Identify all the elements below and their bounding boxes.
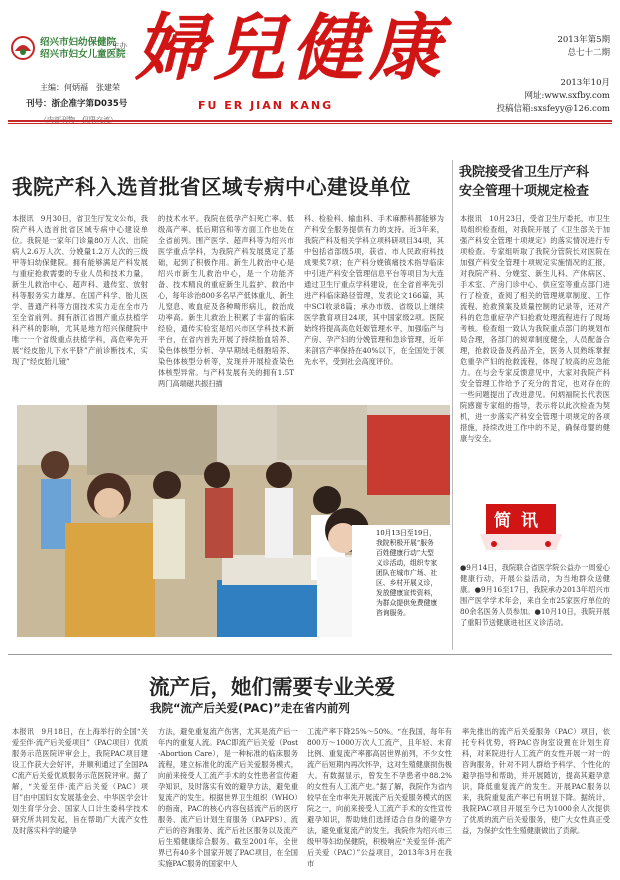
- issue-number: 2013年第5期: [557, 35, 610, 45]
- article1-headline: 我院产科入选首批省区域专病中心建设单位: [12, 175, 411, 199]
- org-name-line1: 绍兴市妇幼保健院: [40, 37, 117, 48]
- article3-col4: 率先推出的流产后关爱服务（PAC）项目，依托专科优势，将PAC咨询室设置在计划生育科，对来院进行人工流产的女性开展一对一的咨询服务，针对不同人群给予科学、个性化的避孕指导和帮助，并开展随访，提高其避孕意识，降低重复流产的发生。开展PAC服务以来，我院重复流产率已有明显下降。据统计，我院PAC项目开展至今已为1000余人次提供了优质的流产后关爱服务，使广大女性真正受益，为保护女性生殖健康做出了贡献。: [462, 727, 610, 835]
- issue-total: 总七十二期: [567, 48, 610, 58]
- editors-line: 主编：何炳福 张建荣: [40, 83, 120, 92]
- article2-headline-line1: 我院接受省卫生厅产科: [459, 165, 590, 180]
- article1-col3: 科、检验科、输血科、手术麻醉科都能够为产科安全服务提供有力的支持。近3年来，我院产科及相关学科立项科研项目34项，其中包括省部级5项，获省、市人民政府科技成果奖7项；在产科分娩镇痛技术指导临床中引进产科安全管理信息平台等项目为大连通过卫生厅重点学科建设，在全省首率先引进产科临床路径管理，发表论文166篇，其中SCI收录8篇；承办市级、省级以上继续医学教育项目24项，其中国家级2项。医院始终将提高高危妊娠管理水平，加强临产与产房、孕产妇的分娩管理和急诊管理，近年来剖宫产率保持在40%以下，在全国处于领先水平，受到社会高度评价。: [304, 214, 444, 366]
- header-rule-thin: [8, 123, 612, 124]
- article2-headline-line2: 安全管理十项规定检查: [459, 184, 590, 199]
- website[interactable]: 网址:www.sxfby.com: [524, 91, 610, 101]
- news-brief-body: ●9月14日，我院联合省医学院公益办一周爱心健康行动，开展公益活动，为当地群众送健康。●9月16至17日，我院承办2013年绍兴市围产医学学术年会，来自全市25家医疗单位的80余名医务人员参加。●10月10日，我院开展了重阳节送健康进社区义诊活动。: [460, 563, 610, 627]
- hospital-logo-icon: [8, 36, 38, 60]
- news-brief-title: 简讯: [494, 511, 548, 531]
- org-name-line2: 绍兴市妇女儿童医院: [40, 49, 126, 60]
- contact-info: [496, 77, 610, 116]
- section-rule: [8, 654, 612, 655]
- issue-date: 2013年10月: [560, 78, 610, 88]
- article3-col2: 方法，避免重复流产伤害，尤其是流产后一年内的重复人流。PAC即流产后关爱（Post-Abortion Care），是一种标准的临床服务流程，建立标准化的流产后关爱服务模式，向前来接受人工流产手术的女性患者宣传避孕知识，及时落实有效的避孕方法，避免重复流产的发生。根据世界卫生组织（WHO）的指南，PAC的核心内容包括流产后的医疗服务、流产后计划生育服务（PAFPS）、流产后的咨询服务、流产后社区服务以及流产后生殖健康综合服务。截至2001年，全世界已有40多个国家开展了PAC项目，在全国实施PAC服务的国家中人: [158, 727, 298, 868]
- article3-subhead: 我院“流产后关爱(PAC)”走在省内前列: [150, 701, 350, 715]
- masthead-title: 婦兒健康: [135, 5, 448, 90]
- article3-col3: 工流产率下降25%～50%。“在我国，每年有800万～1000万次人工流产，且年轻、未育比例、重复流产率都高居世界前列，不少女性流产后短期内再次怀孕，这对生殖健康损伤极大。有数据显示，曾发生不孕患者中88.2%的女性有人工流产史。”据了解，我院作为省内较早在全市率先开展流产后关爱服务模式的医院之一，向前来接受人工流产手术的女性宣传避孕知识，帮助她们选择适合自身的避孕方法，避免重复流产的发生。我院作为绍兴市三级甲等妇幼保健院，积极响应“关爱至伴·流产后关爱（PAC）”公益项目，2013年3月在我市: [307, 727, 452, 868]
- article1-col2: 的技术水平。我院在低孕产妇死亡率、低级高产率、低后期宫和等方面工作也处在全省前列。围产医学、超声科等为绍兴市医学重点学科，为我院产科发展奠定了基础，起到了积极作用。新生儿救治中心是绍兴市新生儿救治中心，是一个功能齐备、技术精良的重症新生儿监护、救治中心，每年诊治800多名早产低体重儿、新生儿窒息、败血症及各种畸形病儿，救治成功率高。新生儿救治上积累了丰富的临床经验，遗传实验室是绍兴市区学科技术新平台，在省内首先开展了持续胎血培养、染色体核型分析、孕早期绒毛细胞培养、染色体核型分析等，发现并开展检查染色体核型异常。与产科发展有关的拥有1.5T两门高端磁共振扫描: [158, 214, 294, 388]
- permit-number: 刊号：浙企准字第D035号: [26, 99, 128, 109]
- article3-col1: 本报讯 9月18日，在上海举行的全国“关爱至伴·流产后关爱项目”（PAC项目）优质服务示范医院评审会上，我院PAC项目建设工作获大会好评，并顺利通过了全国PAC流产后关爱优质服务示范医院评审。据了解，“关爱至伴·流产后关爱（PAC）项目”由中国妇女发展基金会、中华医学会计划生育学分会、国家人口计生委科学技术研究所共同发起，旨在帮助广大流产女性及时落实科学的避孕: [12, 727, 148, 835]
- header-rule: [8, 120, 612, 122]
- issue-info: [557, 34, 610, 60]
- article2-body: 本报讯 10月23日，受省卫生厅委托，市卫生局组织检查组，对我院开展了《卫生部关于加强产科安全管理十项规定》的落实情况进行专项检查。专家组听取了我院分管院长对医院在加强产科安全管理十项规定实施情况的汇报，对我院产科、分娩室、新生儿科、产休病区、手术室、产房门诊中心、供应室等重点部门进行了检查，查阅了相关的管理规章制度、工作流程、抢救预案及质量控制的记录等，还对产科的危急重症孕产妇抢救处理流程进行了现场考核。检查组一致认为我院重点部门的规划布局合理，各部门的规章制度健全，人员配备合理，抢救设备及药品齐全，医务人员熟练掌握危重孕产妇的抢救流程，体现了较高的应急能力。在与会专家反馈意见中，大家对我院产科安全管理工作给予了充分的肯定，也对存在的一些问题提出了改进意见。何炳福院长代表医院感谢专家组的指导，表示将以此次检查为契机，进一步落实产科安全管理十项规定的各项措施，持续改进工作中的不足，确保母婴的健康与安全。: [460, 214, 610, 443]
- email[interactable]: 投稿信箱:sxsfeyy@126.com: [496, 104, 610, 114]
- sponsor-label: 主办: [112, 41, 127, 50]
- column-divider: [452, 160, 453, 650]
- article2-headline: [459, 163, 619, 201]
- news-brief-header: [478, 494, 564, 558]
- article1-col1: 本报讯 9月30日，省卫生厅发文公布，我院产科入选首批省区域专病中心建设单位。我院是一家年门诊量80万人次、出院病人2.6万人次、分娩量1.2万人次的三级甲等妇幼保健院。拥有能够满足产科发展与重症抢救需要的专业人员和技术力量，新生儿救治中心、超声科、遗传室、放射科等服务实力雄厚。在国产科学、胎儿医学、普通产科等方面技术实力走在全市乃至全省前列。拥有浙江省围产重点扶植学科产科的影响，尤其是地方绍兴保健院中唯一一个省级重点扶植学科，高危率先开展“经皮胎儿下水平脐”产前诊断技术，实现了“经皮胎儿镜”: [12, 214, 148, 366]
- photo-caption: 10月13日至19日，我院积极开展“服务百姓健康行动”大型义诊活动，组织专家团队在城市广场、社区、乡村开展义诊，发放健康宣传资料，为群众提供免费健康咨询服务。: [376, 529, 438, 617]
- article3-headline: 流产后，她们需要专业关爱: [149, 675, 395, 699]
- masthead-pinyin: FU ER JIAN KANG: [198, 99, 334, 112]
